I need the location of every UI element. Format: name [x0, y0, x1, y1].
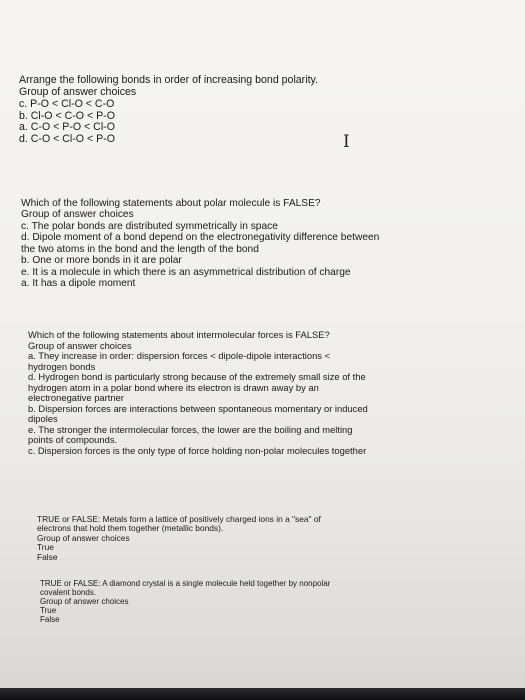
answer-choice-true[interactable]: True: [37, 542, 54, 553]
answer-choice-cont[interactable]: points of compounds.: [28, 434, 118, 446]
answer-choice-cont[interactable]: hydrogen atom in a polar bond where its electron is drawn away by an: [28, 381, 319, 393]
answer-choice-false[interactable]: False: [37, 551, 58, 562]
answer-choice[interactable]: b. One or more bonds in it are polar: [21, 255, 182, 267]
question-prompt: TRUE or FALSE: Metals form a lattice of positively charged ions in a "sea" of: [37, 514, 321, 524]
question-prompt: Which of the following statements about polar molecule is FALSE?: [21, 198, 321, 209]
question-5: [40, 580, 330, 625]
group-label: Group of answer choices: [21, 209, 134, 221]
answer-choice[interactable]: c. Dispersion forces is the only type of force holding non-polar molecules together: [28, 444, 367, 456]
answer-choice-cont[interactable]: hydrogen bonds: [28, 360, 96, 372]
answer-choice[interactable]: b. Dispersion forces are interactions between spontaneous momentary or induced: [28, 402, 368, 414]
answer-choice-true[interactable]: True: [40, 605, 57, 615]
answer-choice[interactable]: b. Cl-O < C-O < P-O: [19, 109, 115, 122]
answer-choice[interactable]: d. Dipole moment of a bond depend on the electronegativity difference between: [21, 232, 380, 244]
answer-choice-cont[interactable]: electronegative partner: [28, 392, 124, 404]
group-label: Group of answer choices: [40, 596, 129, 606]
answer-choice[interactable]: e. It is a molecule in which there is an asymmetrical distribution of charge: [21, 266, 351, 278]
question-prompt: Arrange the following bonds in order of increasing bond polarity.: [19, 74, 318, 86]
group-label: Group of answer choices: [37, 532, 130, 543]
answer-choice[interactable]: c. The polar bonds are distributed symmetrically in space: [21, 220, 278, 232]
answer-choice[interactable]: a. C-O < P-O < Cl-O: [19, 121, 115, 134]
question-2: [21, 198, 379, 289]
question-4: [37, 515, 321, 562]
group-label: Group of answer choices: [19, 85, 137, 98]
answer-choice-false[interactable]: False: [40, 614, 60, 624]
answer-choice[interactable]: e. The stronger the intermolecular forces, the lower are the boiling and melting: [28, 423, 353, 435]
question-3: [28, 330, 368, 456]
answer-choice[interactable]: d. C-O < Cl-O < P-O: [19, 133, 115, 146]
question-prompt: Which of the following statements about intermolecular forces is FALSE?: [28, 329, 330, 340]
answer-choice[interactable]: a. They increase in order: dispersion forces < dipole-dipole interactions <: [28, 350, 331, 362]
question-1: [19, 75, 318, 146]
answer-choice[interactable]: c. P-O < Cl-O < C-O: [19, 97, 115, 110]
answer-choice[interactable]: a. It has a dipole moment: [21, 277, 136, 289]
answer-choice-cont[interactable]: the two atoms in the bond and the length of the bond: [21, 243, 259, 255]
answer-choice[interactable]: d. Hydrogen bond is particularly strong because of the extremely small size of the: [28, 371, 366, 383]
answer-choice-cont[interactable]: dipoles: [28, 413, 58, 425]
group-label: Group of answer choices: [28, 339, 132, 351]
question-prompt: TRUE or FALSE: A diamond crystal is a single molecule held together by nonpolar: [40, 579, 331, 588]
text-cursor-icon: I: [343, 132, 350, 152]
question-prompt-cont: electrons that hold them together (metallic bonds).: [37, 523, 224, 534]
question-prompt-cont: covalent bonds.: [40, 587, 97, 597]
monitor-bezel: [0, 688, 525, 700]
